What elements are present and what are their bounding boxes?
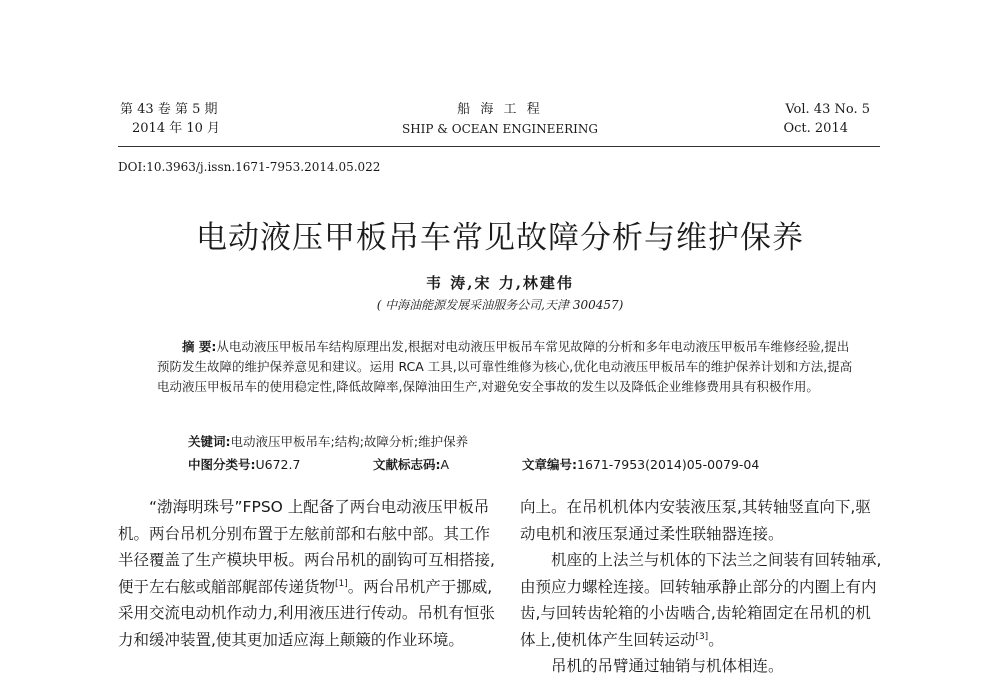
- header-rule: [118, 146, 880, 147]
- keywords: [188, 432, 468, 450]
- journal-name-cn: 船 海 工 程: [457, 102, 543, 117]
- citation-ref: [1]: [335, 578, 348, 589]
- article-number-label: 文章编号:: [522, 457, 577, 472]
- body-column-right: [520, 494, 884, 680]
- paragraph-text-tail: 。: [708, 630, 724, 649]
- volume-en: Vol. 43 No. 5: [785, 102, 870, 117]
- clc-value: U672.7: [255, 457, 301, 472]
- keywords-label: 关键词:: [188, 434, 231, 449]
- article-title: 电动液压甲板吊车常见故障分析与维护保养: [196, 220, 804, 256]
- abstract-text: 从电动液压甲板吊车结构原理出发,根据对电动液压甲板吊车常见故障的分析和多年电动液压甲板吊车维修经验,提出预防发生故障的维护保养意见和建议。运用 RCA 工具,以可靠性维修为核心,优化电动液压甲板吊车的维护保养计划和方法,提高电动液压甲板吊车的使用稳定性,降低故障率,保障油田生产,对避免安全事故的发生以及降低企业维修费用具有积极作用。: [157, 339, 853, 394]
- clc-number: [188, 455, 300, 473]
- citation-ref: [3]: [695, 631, 709, 642]
- body-paragraph: 吊机的吊臂通过轴销与机体相连。: [551, 657, 784, 675]
- doc-code-label: 文献标志码:: [373, 457, 441, 472]
- affiliation: ( 中海油能源发展采油服务公司,天津 300457): [376, 298, 624, 312]
- abstract-label: 摘 要:: [182, 339, 217, 354]
- doi: DOI:10.3963/j.issn.1671-7953.2014.05.022: [118, 160, 381, 174]
- date-cn: 2014 年 10 月: [132, 121, 221, 136]
- article-number: [522, 455, 759, 473]
- abstract: [157, 337, 857, 397]
- body-paragraph: [520, 547, 884, 653]
- body-column-left: [118, 494, 496, 653]
- journal-name-en: SHIP & OCEAN ENGINEERING: [401, 122, 599, 136]
- clc-label: 中图分类号:: [188, 457, 256, 472]
- document-code: [373, 455, 449, 473]
- doc-code-value: A: [440, 457, 450, 472]
- paragraph-text: “渤海明珠号”FPSO 上配备了两台电动液压甲板吊机。两台吊机分别布置于左舷前部和右舷中部。其工作半径覆盖了生产模块甲板。两台吊机的副钩可互相搭接,便于左右舷或艏部艉部传递货物: [118, 498, 495, 596]
- volume-issue: 第 43 卷 第 5 期: [120, 102, 218, 117]
- article-number-value: 1671-7953(2014)05-0079-04: [577, 457, 760, 472]
- paragraph-text-tail: 。两台吊机产于挪威,采用交流电动机作动力,利用液压进行传动。吊机有恒张力和缓冲装置,使其更加适应海上颠簸的作业环境。: [118, 577, 495, 649]
- authors: 韦 涛,宋 力,林建伟: [426, 274, 574, 292]
- body-paragraph: [118, 494, 496, 653]
- keywords-text: 电动液压甲板吊车;结构;故障分析;维护保养: [230, 434, 469, 449]
- body-paragraph: 向上。在吊机机体内安装液压泵,其转轴竖直向下,驱动电机和液压泵通过柔性联轴器连接。: [520, 498, 871, 543]
- date-en: Oct. 2014: [783, 121, 848, 136]
- paragraph-text: 机座的上法兰与机体的下法兰之间装有回转轴承,由预应力螺栓连接。回转轴承静止部分的内圈上有内齿,与回转齿轮箱的小齿啮合,齿轮箱固定在吊机的机体上,使机体产生回转运动: [520, 551, 882, 649]
